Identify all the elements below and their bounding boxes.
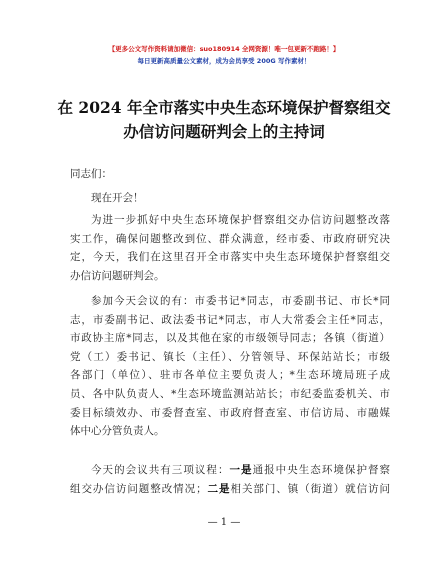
paragraph-line: 办信访问题研判会。 (70, 269, 165, 282)
agenda-text: 组交办信访问题整改情况； (70, 482, 207, 495)
promo-text-2: 每日更新高质量公文素材，成为会员享受 200G 写作素材！ (137, 57, 311, 65)
page-number: — 1 — (207, 517, 241, 528)
promo-banner-membership (0, 56, 448, 65)
promo-text-1: 【更多公文写作资料请加微信：suo180914 全网资源！唯一包更新不跑路！】 (108, 45, 340, 53)
title-line-2: 办信访问题研判会上的主持词 (123, 122, 325, 141)
paragraph-agenda (70, 461, 390, 498)
greeting (70, 165, 390, 184)
paragraph-line: 各部门（单位）、驻市各单位主要负责人；*生态环境局班子成 (70, 369, 390, 382)
agenda-text: 通报中央生态环境保护督察 (252, 464, 390, 476)
greeting-text: 同志们： (70, 168, 112, 180)
paragraph-line: 委目标绩效办、市委督查室、市政府督查室、市信访局、市融媒 (70, 406, 390, 419)
agenda-item-marker: 一是 (229, 464, 253, 476)
agenda-text: 今天的会议共有三项议程： (91, 464, 230, 476)
paragraph-line: 定，今天，我们在这里召开全市落实中央生态环境保护督察组交 (70, 251, 390, 264)
paragraph-line: 志，市委副书记、政法委书记*同志，市人大常委会主任*同志， (70, 313, 390, 326)
agenda-item-marker: 二是 (206, 482, 231, 495)
paragraph-line: 现在开会！ (91, 192, 144, 204)
paragraph-line: 市政协主席*同志，以及其他在家的市级领导同志；各镇（街道） (70, 332, 390, 345)
paragraph-line: 员、各中队负责人、*生态环境监测站站长；市纪委监委机关、市 (70, 387, 390, 400)
paragraph-line: 体中心分管负责人。 (70, 425, 165, 438)
promo-banner-wechat (0, 44, 448, 53)
paragraph-opening (70, 189, 390, 208)
agenda-text: 相关部门、镇（街道）就信访问 (230, 482, 390, 495)
paragraph-attendees (70, 292, 390, 441)
document-title (40, 96, 408, 144)
paragraph-line: 实工作，确保问题整改到位、群众满意，经市委、市政府研究决 (70, 232, 390, 245)
paragraph-line: 党（工）委书记、镇长（主任）、分管领导、环保站站长；市级 (70, 350, 390, 363)
paragraph-line (70, 461, 390, 480)
paragraph-line: 为进一步抓好中央生态环境保护督察组交办信访问题整改落 (91, 214, 390, 226)
paragraph-line: 参加今天会议的有：市委书记*同志，市委副书记、市长*同 (91, 295, 390, 307)
paragraph-purpose (70, 211, 390, 285)
paragraph-line (70, 480, 390, 499)
title-line-1: 在 2024 年全市落实中央生态环境保护督察组交 (57, 98, 391, 117)
